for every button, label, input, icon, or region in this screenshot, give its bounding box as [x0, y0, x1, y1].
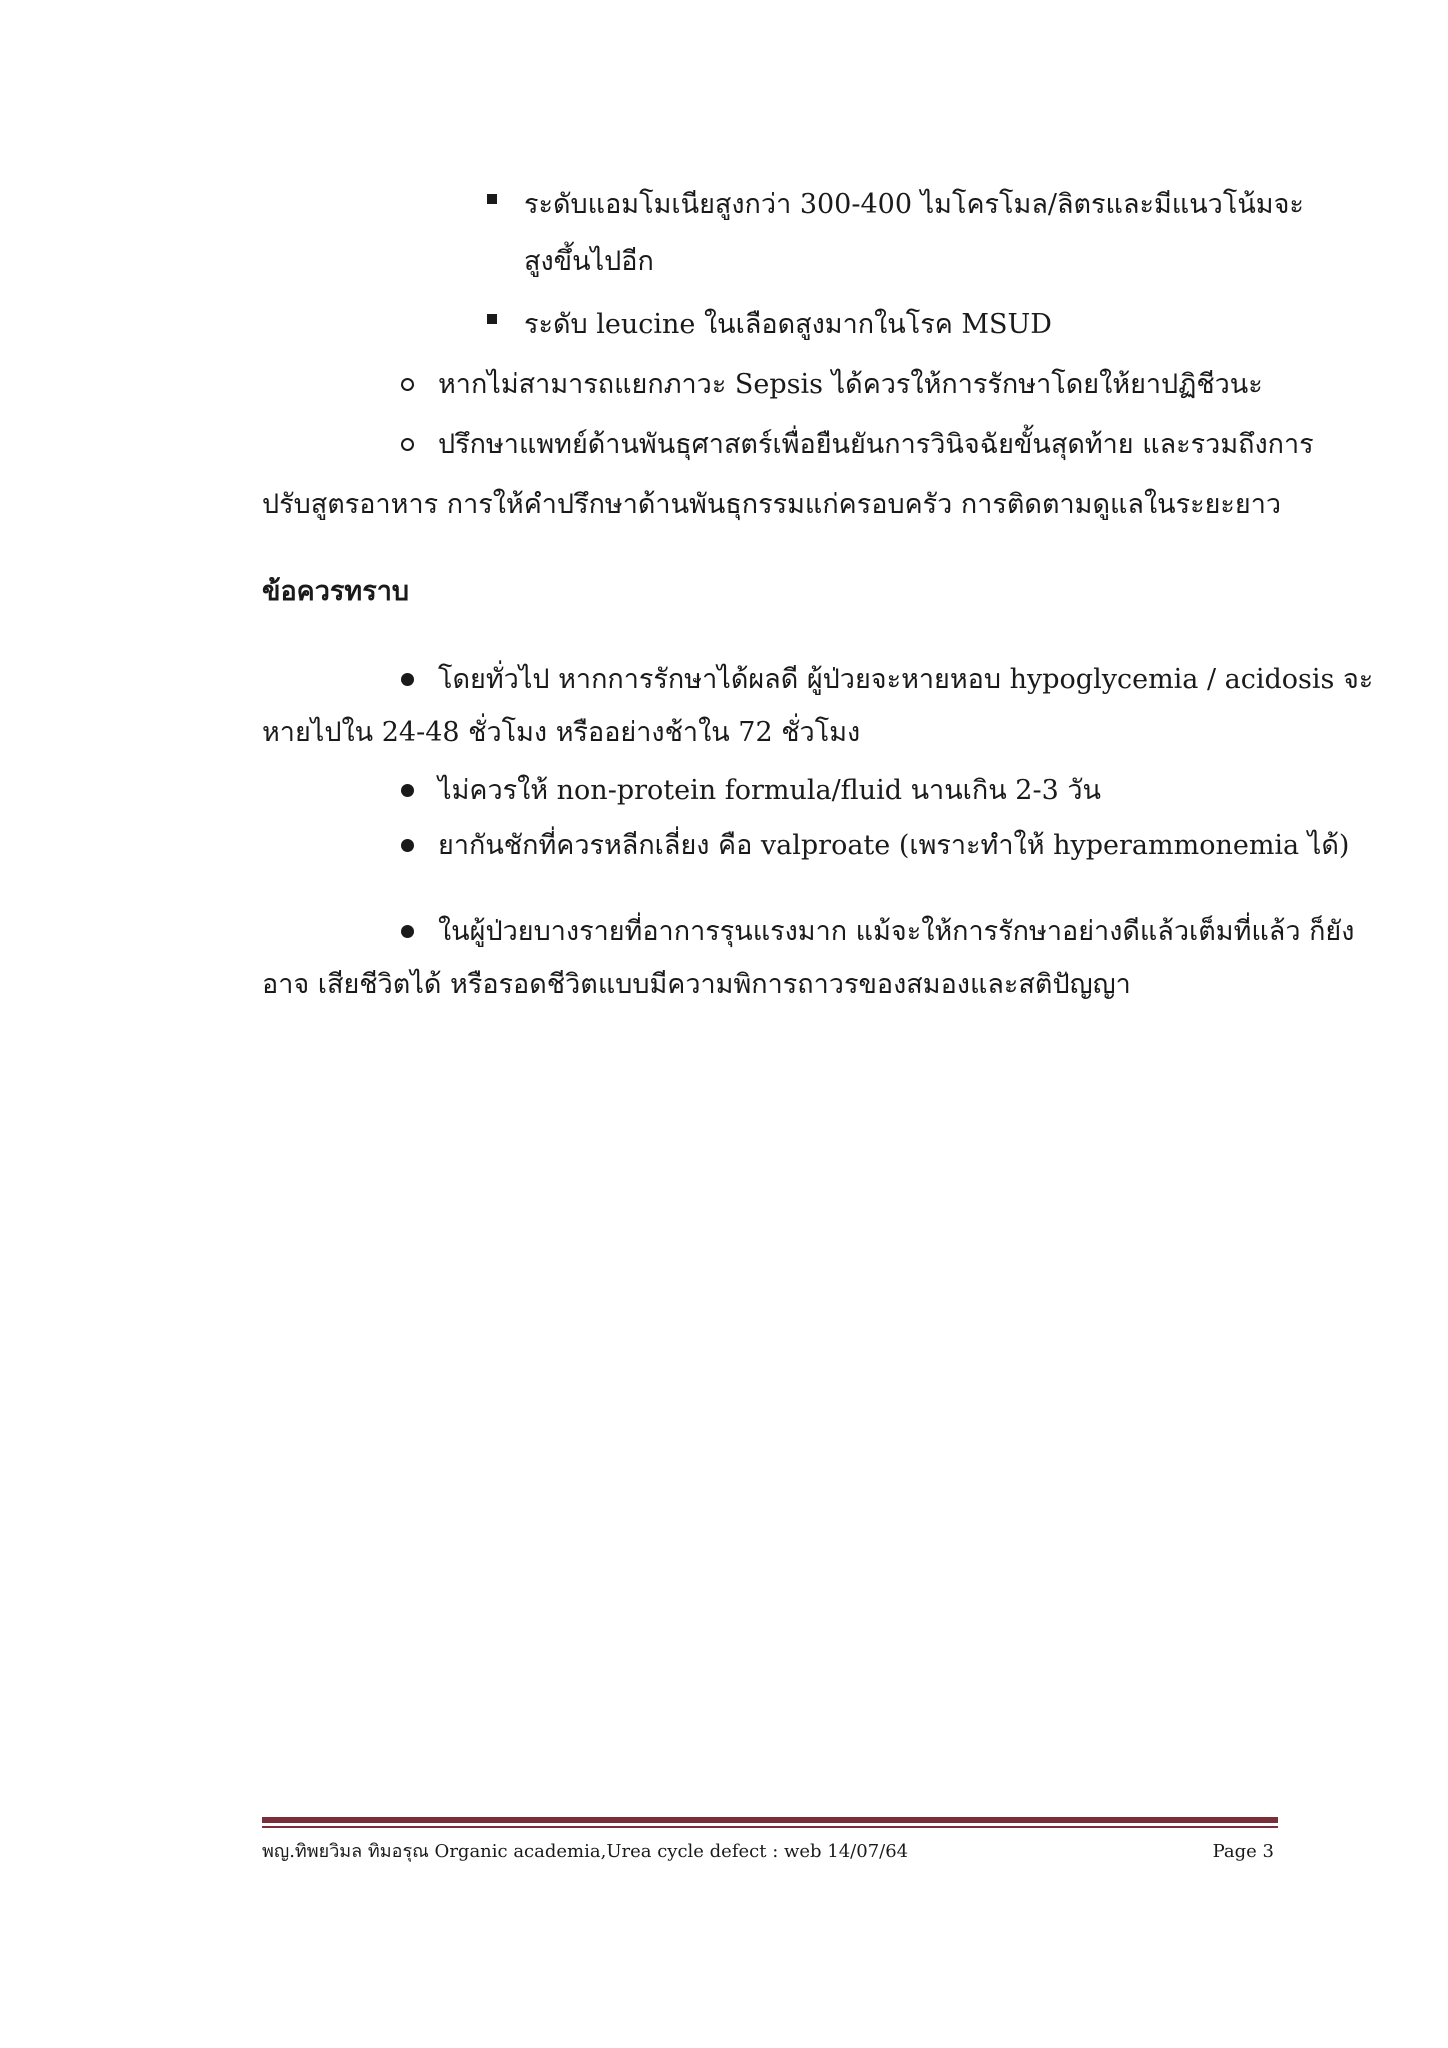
sub-bullet-leucine: ระดับ leucine ในเลือดสูงมากในโรค MSUD: [524, 309, 1052, 340]
circle-bullet-icon: [401, 378, 414, 391]
bullet-dot-icon: [401, 839, 414, 852]
bullet-severe-line1: ในผู้ป่วยบางรายที่อาการรุนแรงมาก แม้จะให้การรักษาอย่างดีแล้วเต็มที่แล้ว ก็ยัง: [438, 916, 1355, 947]
footer-rule-thick: [262, 1817, 1278, 1823]
bullet-dot-icon: [401, 925, 414, 938]
page-number: Page 3: [1212, 1841, 1274, 1862]
circle-bullet-icon: [401, 438, 414, 451]
circle-item-sepsis: หากไม่สามารถแยกภาวะ Sepsis ได้ควรให้การรักษาโดยให้ยาปฏิชีวนะ: [438, 369, 1263, 400]
bullet-severe-line2: อาจ เสียชีวิตได้ หรือรอดชีวิตแบบมีความพิการถาวรของสมองและสติปัญญา: [262, 969, 1131, 1000]
section-heading: ข้อควรทราบ: [262, 576, 409, 607]
sub-bullet-ammonia-line2: สูงขึ้นไปอีก: [524, 246, 654, 277]
bullet-treatment-line1: โดยทั่วไป หากการรักษาได้ผลดี ผู้ป่วยจะหายหอบ hypoglycemia / acidosis จะ: [438, 664, 1374, 695]
bullet-dot-icon: [401, 784, 414, 797]
footer-author-title: พญ.ทิพยวิมล ทิมอรุณ Organic academia,Urea cycle defect : web 14/07/64: [262, 1841, 909, 1862]
bullet-treatment-line2: หายไปใน 24-48 ชั่วโมง หรืออย่างช้าใน 72 ชั่วโมง: [262, 717, 861, 748]
bullet-non-protein: ไม่ควรให้ non-protein formula/fluid นานเกิน 2-3 วัน: [438, 775, 1101, 806]
bullet-valproate: ยากันชักที่ควรหลีกเลี่ยง คือ valproate (เพราะทำให้ hyperammonemia ได้): [438, 830, 1350, 861]
sub-bullet-ammonia-line1: ระดับแอมโมเนียสูงกว่า 300-400 ไมโครโมล/ลิตรและมีแนวโน้มจะ: [524, 189, 1304, 220]
square-bullet-icon: [487, 194, 497, 204]
square-bullet-icon: [487, 314, 497, 324]
bullet-dot-icon: [401, 673, 414, 686]
circle-item-genetics-line1: ปรึกษาแพทย์ด้านพันธุศาสตร์เพื่อยืนยันการวินิจฉัยขั้นสุดท้าย และรวมถึงการ: [438, 429, 1314, 460]
footer-rule-thin: [262, 1826, 1278, 1828]
circle-item-genetics-line2: ปรับสูตรอาหาร การให้คำปรึกษาด้านพันธุกรรมแก่ครอบครัว การติดตามดูแลในระยะยาว: [262, 489, 1282, 520]
